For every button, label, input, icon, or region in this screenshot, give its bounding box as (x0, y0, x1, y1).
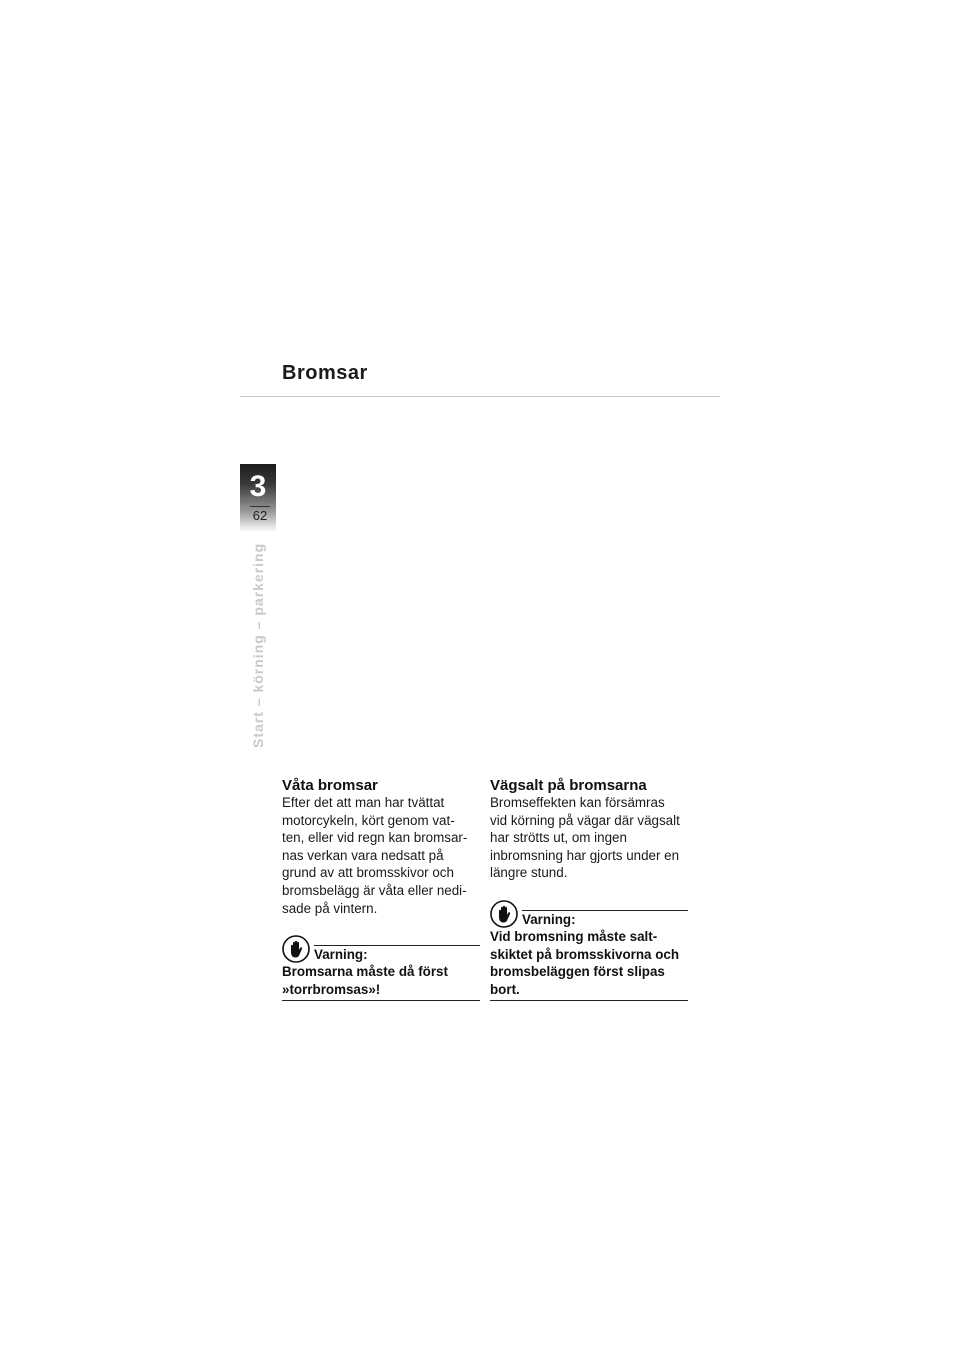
warning-box (490, 900, 688, 1001)
stop-hand-icon (282, 935, 310, 963)
warning-label: Varning: (314, 947, 368, 963)
section-heading: Våta bromsar (282, 777, 378, 794)
chapter-tab (240, 464, 276, 532)
section-road-salt (490, 777, 688, 1001)
chapter-number: 3 (249, 470, 267, 503)
warning-label: Varning: (522, 911, 576, 927)
warning-box (282, 935, 480, 1001)
section-body: Bromseffekten kan försämras vid körning på vägar där vägsalt har strötts ut, om ingen inbromsning har gjorts under en längre stund. (490, 795, 680, 881)
chapter-divider (250, 506, 270, 507)
stop-hand-icon (490, 900, 518, 928)
warning-text: Bromsarna måste då först »torrbromsas»! (282, 963, 480, 1001)
warning-top-rule (522, 910, 688, 911)
section-wet-brakes (282, 777, 480, 1001)
chapter-side-label: Start – körning – parkering (250, 542, 266, 748)
page-number: 62 (252, 508, 268, 523)
page-title: Bromsar (282, 362, 368, 384)
warning-text: Vid bromsning måste salt- skiktet på bromsskivorna och bromsbeläggen först slipas bort. (490, 928, 688, 1001)
section-body: Efter det att man har tvättat motorcykeln, kört genom vat- ten, eller vid regn kan bromsar- nas verkan vara nedsatt på grund av att bromsskivor och bromsbelägg är våta eller nedi- sade på vintern. (282, 795, 468, 916)
section-heading: Vägsalt på bromsarna (490, 777, 647, 794)
title-divider (240, 396, 720, 397)
warning-top-rule (314, 945, 480, 946)
